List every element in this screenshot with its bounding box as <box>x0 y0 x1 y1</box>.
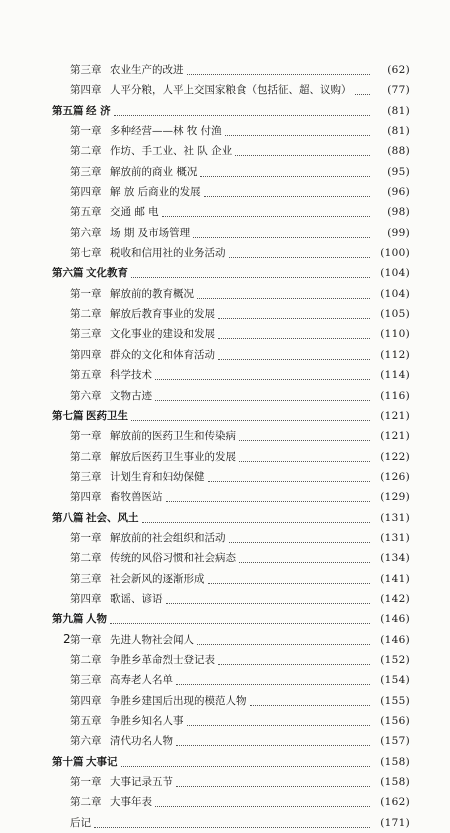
toc-entry-title: 经 济 <box>86 104 111 117</box>
dot-leader <box>166 589 370 604</box>
toc-entry-page: (62) <box>387 64 410 76</box>
toc-entry-label: 第六章 <box>70 735 102 748</box>
toc-entry <box>0 467 450 487</box>
toc-entry-label: 第六章 <box>70 226 102 239</box>
dot-leader <box>176 670 370 685</box>
toc-entry-label: 第五章 <box>70 715 102 727</box>
toc-entry-label: 第三章 <box>70 328 102 341</box>
toc-entry-title: 人平分粮，人平上交国家粮食（包括征、超、议购） <box>110 84 352 97</box>
toc-entry-label: 第三章 <box>70 674 102 687</box>
toc-entry <box>0 60 450 80</box>
toc-entry-title: 先进人物社会闻人 <box>110 633 194 646</box>
toc-entry-page: (141) <box>380 572 410 585</box>
toc-entry-page: (95) <box>387 165 410 178</box>
dot-leader <box>187 711 370 726</box>
toc-entry-label: 第一章 <box>70 287 102 300</box>
toc-entry-title: 清代功名人物 <box>110 735 173 748</box>
toc-entry <box>0 162 450 182</box>
toc-entry-title: 社会新风的逐渐形成 <box>110 572 205 585</box>
toc-entry <box>0 670 450 690</box>
dot-leader <box>187 60 370 75</box>
dot-leader <box>235 141 370 156</box>
toc-entry <box>0 223 450 243</box>
dot-leader <box>250 691 370 706</box>
toc-entry-page: (162) <box>380 796 410 809</box>
dot-leader <box>200 162 370 177</box>
dot-leader <box>239 426 370 441</box>
toc-entry-label: 第三章 <box>70 572 102 585</box>
dot-leader <box>225 121 370 136</box>
toc-entry <box>0 447 450 467</box>
dot-leader <box>155 386 370 401</box>
toc-entry-page: (105) <box>380 308 410 321</box>
toc-entry-label: 第七章 <box>70 247 102 260</box>
toc-entry-title: 大事年表 <box>110 796 152 809</box>
toc-entry <box>0 386 450 406</box>
toc-entry-title: 群众的文化和体育活动 <box>110 348 215 361</box>
dot-leader <box>131 263 370 278</box>
toc-entry <box>0 426 450 446</box>
dot-leader <box>166 487 370 502</box>
toc-entry-title: 多种经营——林 牧 付渔 <box>110 125 222 138</box>
toc-entry-page: (121) <box>380 430 410 443</box>
toc-entry-title: 解放前的医药卫生和传染病 <box>110 430 236 443</box>
toc-entry <box>0 101 450 121</box>
dot-leader <box>218 650 370 665</box>
toc-entry-page: (158) <box>380 755 410 768</box>
toc-entry-label: 第二章 <box>70 552 102 565</box>
toc-entry-label: 第四章 <box>70 491 102 504</box>
toc-entry-page: (99) <box>387 226 410 239</box>
toc-entry-label: 第三章 <box>70 64 102 76</box>
toc-entry-title: 大事记录五节 <box>110 776 173 789</box>
toc-entry-title: 解放后医药卫生事业的发展 <box>110 450 236 463</box>
toc-entry <box>0 324 450 344</box>
toc-entry-page: (156) <box>380 715 410 727</box>
toc-entry-page: (158) <box>380 776 410 789</box>
toc-entry <box>0 121 450 141</box>
toc-entry-page: (122) <box>380 450 410 463</box>
toc-entry-title: 解 放 后商业的发展 <box>110 186 201 199</box>
toc-entry-label: 第九篇 <box>52 613 84 626</box>
toc-entry-page: (142) <box>380 592 410 605</box>
toc-entry-page: (81) <box>387 125 410 138</box>
toc-entry <box>0 304 450 324</box>
toc-entry-label: 第一章 <box>70 633 102 646</box>
toc-entry <box>0 569 450 589</box>
toc-entry-title: 作坊、手工业、社 队 企业 <box>110 145 233 158</box>
toc-entry-label: 第二章 <box>70 450 102 463</box>
toc-entry <box>0 752 450 772</box>
toc-entry-title: 社会、风土 <box>86 511 139 524</box>
toc-entry-label: 后记 <box>70 816 91 829</box>
toc-entry-title: 交通 邮 电 <box>110 206 159 219</box>
toc-entry-page: (110) <box>380 328 410 341</box>
toc-entry-title: 文化事业的建设和发展 <box>110 328 215 341</box>
toc-entry-label: 第十篇 <box>52 755 84 768</box>
toc-entry-page: (126) <box>380 470 410 483</box>
toc-entry <box>0 691 450 711</box>
dot-leader <box>155 792 370 807</box>
dot-leader <box>131 406 370 421</box>
dot-leader <box>155 365 370 380</box>
toc-entry-page: (77) <box>387 84 410 97</box>
toc-entry <box>0 141 450 161</box>
dot-leader <box>162 202 370 217</box>
toc-entry <box>0 80 450 100</box>
toc-entry-page: (152) <box>380 653 410 666</box>
toc-entry <box>0 284 450 304</box>
toc-entry-label: 第四章 <box>70 694 102 707</box>
toc-entry-page: (155) <box>380 694 410 707</box>
toc-entry-page: (157) <box>380 735 410 748</box>
toc-entry-page: (88) <box>387 145 410 158</box>
toc-entry <box>0 609 450 629</box>
toc-entry-label: 第四章 <box>70 348 102 361</box>
toc-entry-page: (114) <box>380 369 410 382</box>
page-number: 2 <box>63 632 71 646</box>
toc-entry-label: 第一章 <box>70 776 102 789</box>
toc-entry <box>0 711 450 731</box>
toc-entry-title: 畜牧兽医站 <box>110 491 163 504</box>
toc-entry-label: 第二章 <box>70 796 102 809</box>
dot-leader <box>204 182 370 197</box>
dot-leader <box>142 508 370 523</box>
toc-entry-label: 第五篇 <box>52 104 84 117</box>
toc-entry-title: 医药卫生 <box>86 409 128 422</box>
toc-entry-label: 第一章 <box>70 531 102 544</box>
toc-entry-page: (131) <box>380 531 410 544</box>
toc-entry-label: 第二章 <box>70 308 102 321</box>
toc-entry <box>0 406 450 426</box>
toc-entry <box>0 650 450 670</box>
dot-leader <box>197 630 370 645</box>
toc-entry-page: (171) <box>380 816 410 829</box>
toc-entry-page: (154) <box>380 674 410 687</box>
toc-entry-label: 第四章 <box>70 592 102 605</box>
dot-leader <box>197 284 370 299</box>
dot-leader <box>218 324 370 339</box>
toc-entry <box>0 813 450 833</box>
toc-entry-page: (112) <box>380 348 410 361</box>
toc-entry-label: 第四章 <box>70 84 102 97</box>
toc-entry <box>0 345 450 365</box>
toc-entry-title: 农业生产的改进 <box>110 64 184 76</box>
toc-entry-label: 第六章 <box>70 389 102 402</box>
toc-entry-title: 争胜乡知名人事 <box>110 715 184 727</box>
toc-entry <box>0 365 450 385</box>
toc-entry-label: 第五章 <box>70 369 102 382</box>
toc-entry <box>0 202 450 222</box>
toc-entry <box>0 243 450 263</box>
toc-entry-title: 大事记 <box>86 755 118 768</box>
toc-entry-page: (104) <box>380 267 410 280</box>
toc-entry-title: 传统的风俗习惯和社会病态 <box>110 552 236 565</box>
dot-leader <box>94 813 370 828</box>
toc-entry-label: 第六篇 <box>52 267 84 280</box>
toc-entry-page: (146) <box>380 633 410 646</box>
dot-leader <box>176 772 370 787</box>
dot-leader <box>121 752 370 767</box>
toc-entry-label: 第五章 <box>70 206 102 219</box>
toc-entry <box>0 792 450 812</box>
dot-leader <box>229 528 370 543</box>
toc-entry-title: 文物古迹 <box>110 389 152 402</box>
dot-leader <box>239 548 370 563</box>
toc-entry-title: 歌谣、谚语 <box>110 592 163 605</box>
toc-entry-page: (134) <box>380 552 410 565</box>
toc-entry-title: 争胜乡建国后出现的模范人物 <box>110 694 247 707</box>
dot-leader <box>110 609 370 624</box>
toc-entry-page: (104) <box>380 287 410 300</box>
toc-entry-title: 解放后教育事业的发展 <box>110 308 215 321</box>
dot-leader <box>114 101 370 116</box>
dot-leader <box>355 80 370 95</box>
dot-leader <box>208 467 370 482</box>
toc-entry-label: 第八篇 <box>52 511 84 524</box>
toc-entry-title: 解放前的社会组织和活动 <box>110 531 226 544</box>
toc-entry-title: 人物 <box>86 613 107 626</box>
dot-leader <box>218 304 370 319</box>
toc-entry-label: 第二章 <box>70 145 102 158</box>
toc-entry <box>0 182 450 202</box>
toc-entry <box>0 731 450 751</box>
toc-entry-title: 计划生育和妇幼保健 <box>110 470 205 483</box>
toc-entry-page: (116) <box>380 389 410 402</box>
toc-entry-title: 解放前的商业 概况 <box>110 165 198 178</box>
toc-entry <box>0 508 450 528</box>
toc-entry <box>0 589 450 609</box>
toc-entry-page: (100) <box>380 247 410 260</box>
toc-entry-label: 第一章 <box>70 430 102 443</box>
toc-entry-page: (131) <box>380 511 410 524</box>
toc-entry-page: (96) <box>387 186 410 199</box>
toc-entry-title: 文化教育 <box>86 267 128 280</box>
toc-entry-page: (98) <box>387 206 410 219</box>
toc-entry-page: (146) <box>380 613 410 626</box>
toc-entry-title: 科学技术 <box>110 369 152 382</box>
toc-entry <box>0 772 450 792</box>
toc-entry <box>0 263 450 283</box>
dot-leader <box>193 223 370 238</box>
toc-entry <box>0 528 450 548</box>
toc-entry-page: (129) <box>380 491 410 504</box>
dot-leader <box>239 447 370 462</box>
toc-entry-page: (81) <box>387 104 410 117</box>
toc-entry <box>0 487 450 507</box>
toc-entry <box>0 548 450 568</box>
dot-leader <box>176 731 370 746</box>
toc-entry-title: 税收和信用社的业务活动 <box>110 247 226 260</box>
toc-entry-title: 场 期 及市场管理 <box>110 226 191 239</box>
toc-entry-label: 第四章 <box>70 186 102 199</box>
toc-entry-label: 第二章 <box>70 653 102 666</box>
dot-leader <box>218 345 370 360</box>
toc-entry-title: 争胜乡革命烈士登记表 <box>110 653 215 666</box>
toc-entry-title: 高寿老人名单 <box>110 674 173 687</box>
toc-entry-label: 第一章 <box>70 125 102 138</box>
toc-entry-page: (121) <box>380 409 410 422</box>
toc-entry-label: 第七篇 <box>52 409 84 422</box>
toc-entry-label: 第三章 <box>70 470 102 483</box>
table-of-contents <box>0 60 450 833</box>
dot-leader <box>229 243 370 258</box>
toc-entry-title: 解放前的教育概况 <box>110 287 194 300</box>
dot-leader <box>208 569 370 584</box>
toc-entry-label: 第三章 <box>70 165 102 178</box>
